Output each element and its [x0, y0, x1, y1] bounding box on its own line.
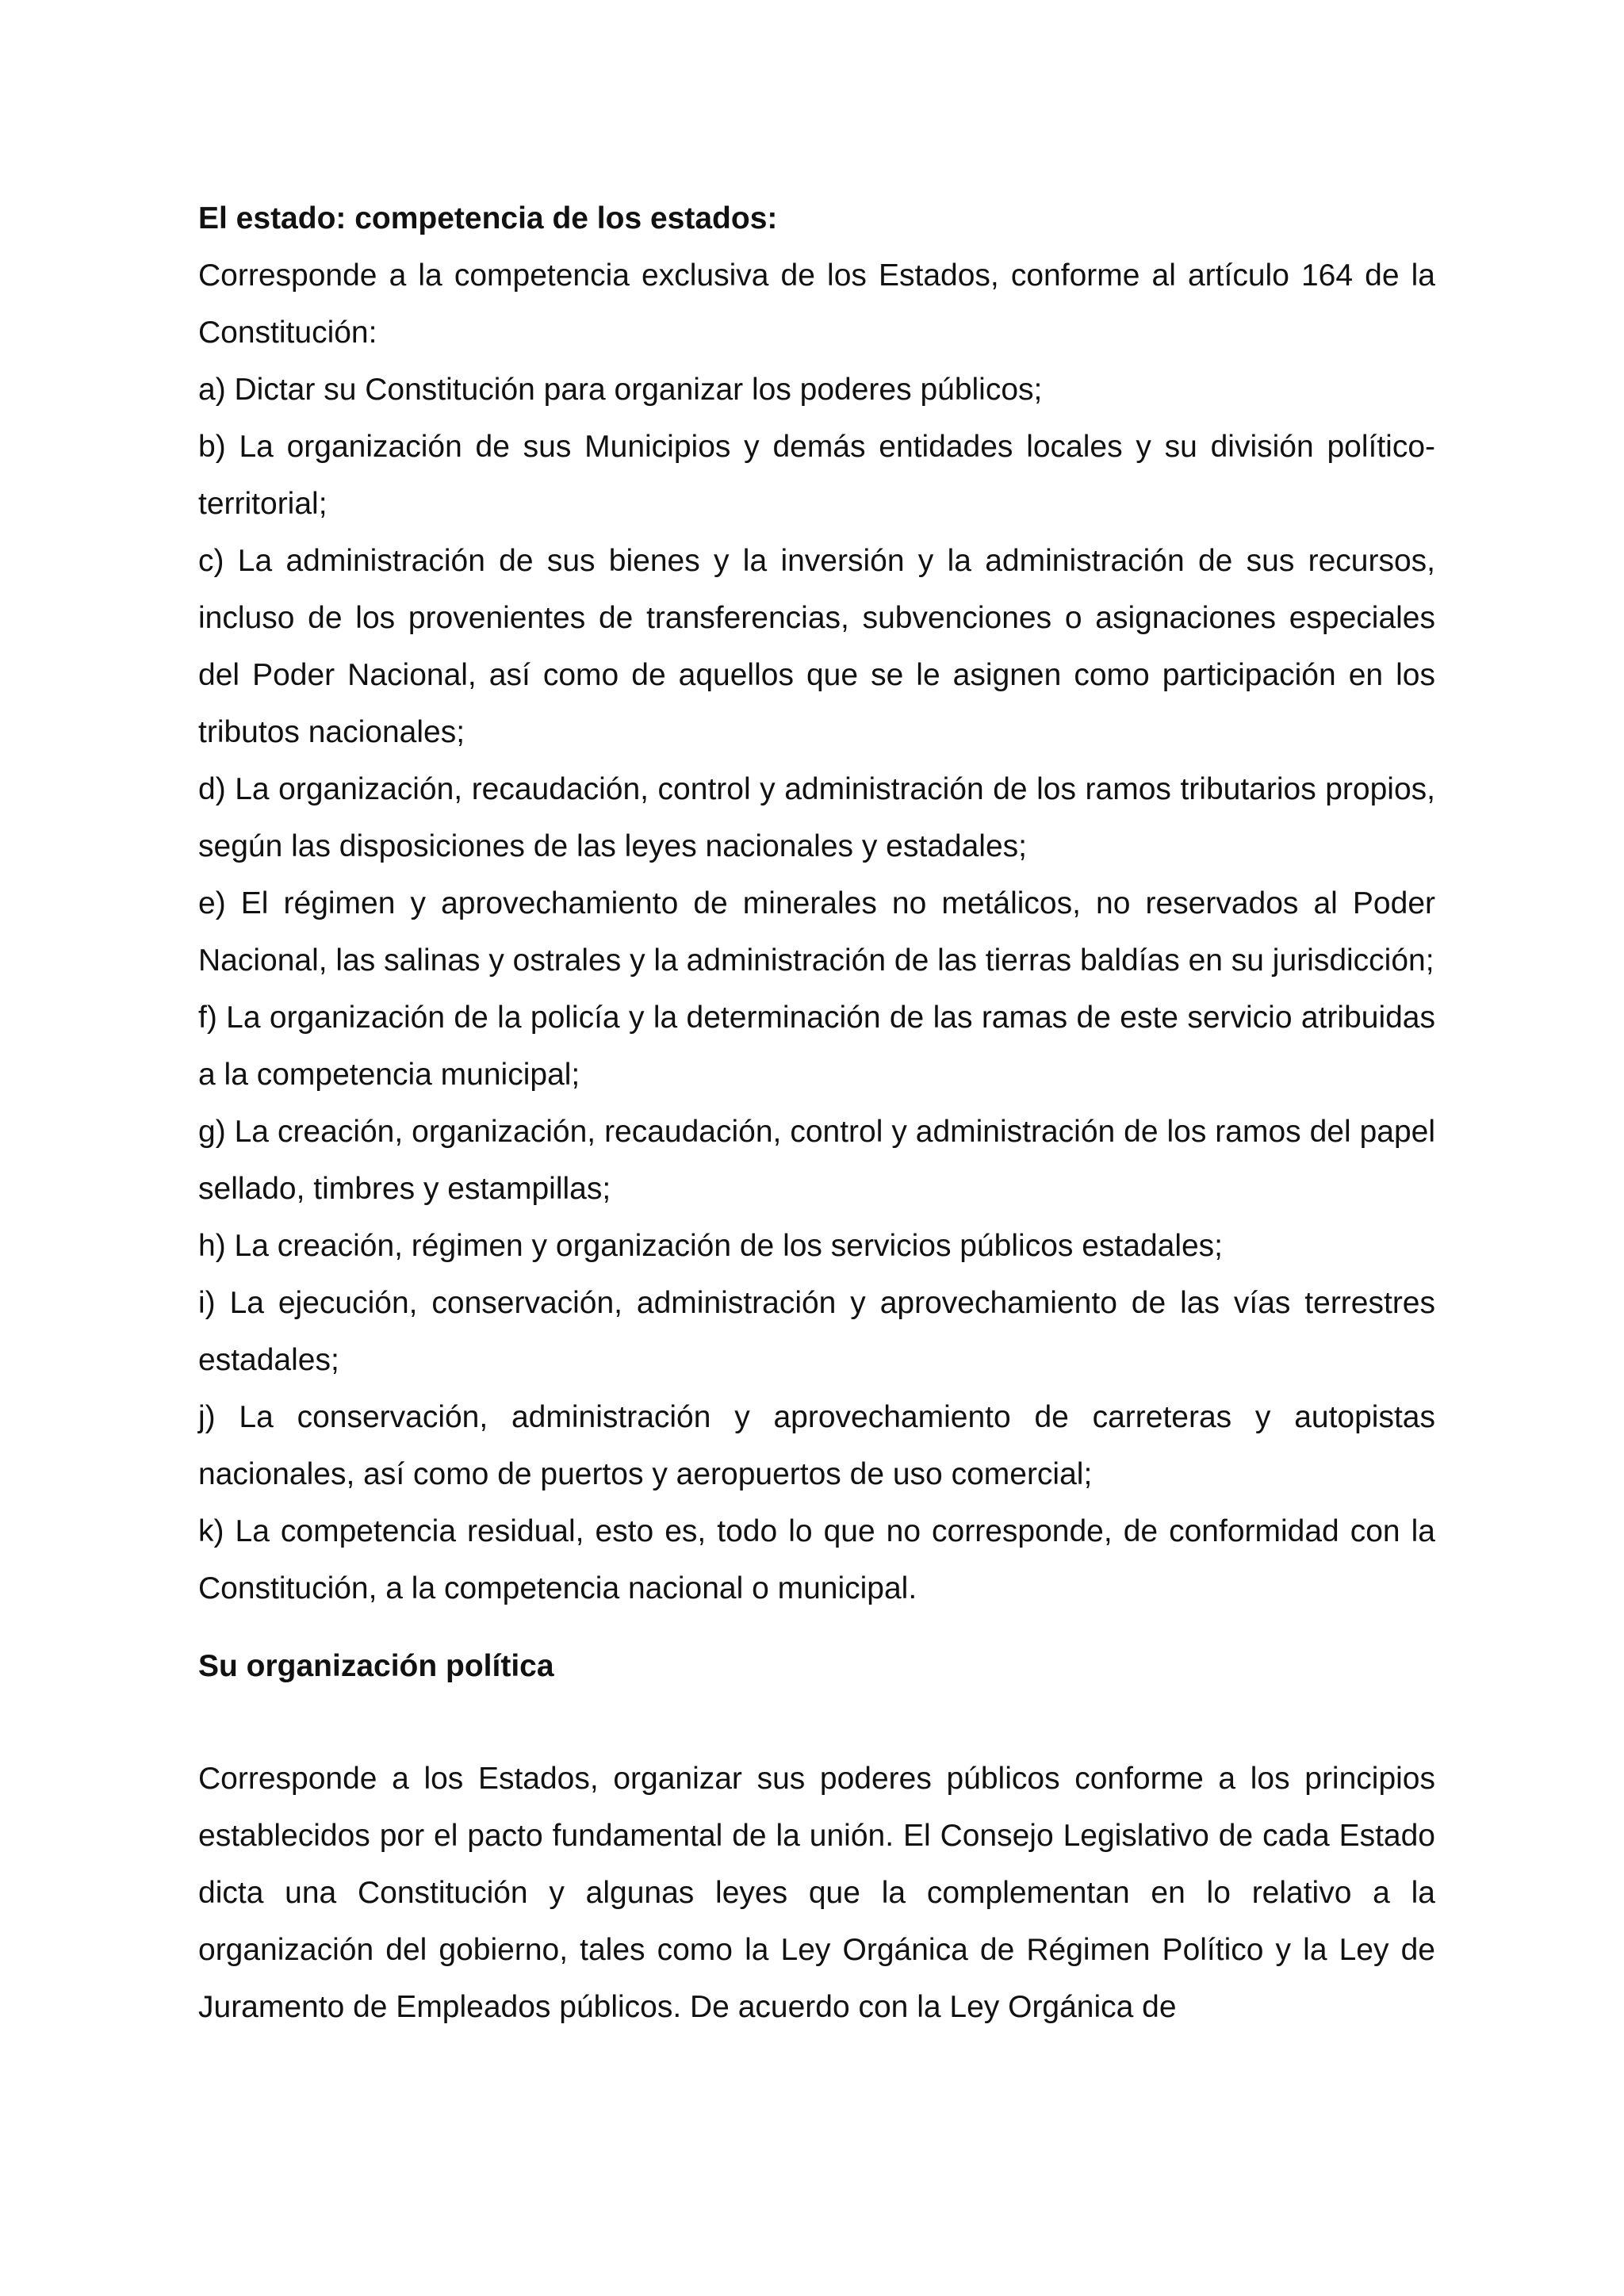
list-item-e: e) El régimen y aprovechamiento de minerales no metálicos, no reservados al Poder Nacional, las salinas y ostrales y la administración de las tierras baldías en su jurisdicción; — [198, 886, 1435, 978]
organizacion-paragraph: Corresponde a los Estados, organizar sus poderes públicos conforme a los principios establecidos por el pacto fundamental de la unión. El Consejo Legislativo de cada Estado dicta una Constitución y algunas leyes que la complementan en lo relativo a la organización del gobierno, tales como la Ley Orgánica de Régimen Político y la Ley de Juramento de Empleados públicos. De acuerdo con la Ley Orgánica de — [198, 1762, 1435, 2024]
list-item-b: b) La organización de sus Municipios y demás entidades locales y su división político-territorial; — [198, 430, 1435, 521]
list-item-a: a) Dictar su Constitución para organizar los poderes públicos; — [198, 373, 1043, 407]
section-heading-competencia: El estado: competencia de los estados: — [198, 201, 778, 235]
section-heading-organizacion: Su organización política — [198, 1649, 554, 1683]
list-item-c: c) La administración de sus bienes y la inversión y la administración de sus recursos, incluso de los provenientes de transferencias, subvenciones o asignaciones especiales del Poder Nacional, así como de aquellos que se le asignen como participación en los tributos nacionales; — [198, 544, 1435, 749]
list-item-k: k) La competencia residual, esto es, todo lo que no corresponde, de conformidad con la Constitución, a la competencia nacional o municipal. — [198, 1514, 1435, 1605]
list-item-j: j) La conservación, administración y aprovechamiento de carreteras y autopistas nacionales, así como de puertos y aeropuertos de uso comercial; — [198, 1400, 1435, 1491]
list-item-g: g) La creación, organización, recaudación, control y administración de los ramos del papel sellado, timbres y estampillas; — [198, 1115, 1435, 1206]
document-body — [198, 190, 1435, 2036]
intro-paragraph: Corresponde a la competencia exclusiva de los Estados, conforme al artículo 164 de la Constitución: — [198, 258, 1435, 350]
list-item-f: f) La organización de la policía y la determinación de las ramas de este servicio atribuidas a la competencia municipal; — [198, 1001, 1435, 1092]
list-item-h: h) La creación, régimen y organización de los servicios públicos estadales; — [198, 1229, 1224, 1263]
list-item-d: d) La organización, recaudación, control y administración de los ramos tributarios propios, según las disposiciones de las leyes nacionales y estadales; — [198, 772, 1435, 863]
list-item-i: i) La ejecución, conservación, administración y aprovechamiento de las vías terrestres estadales; — [198, 1286, 1435, 1377]
